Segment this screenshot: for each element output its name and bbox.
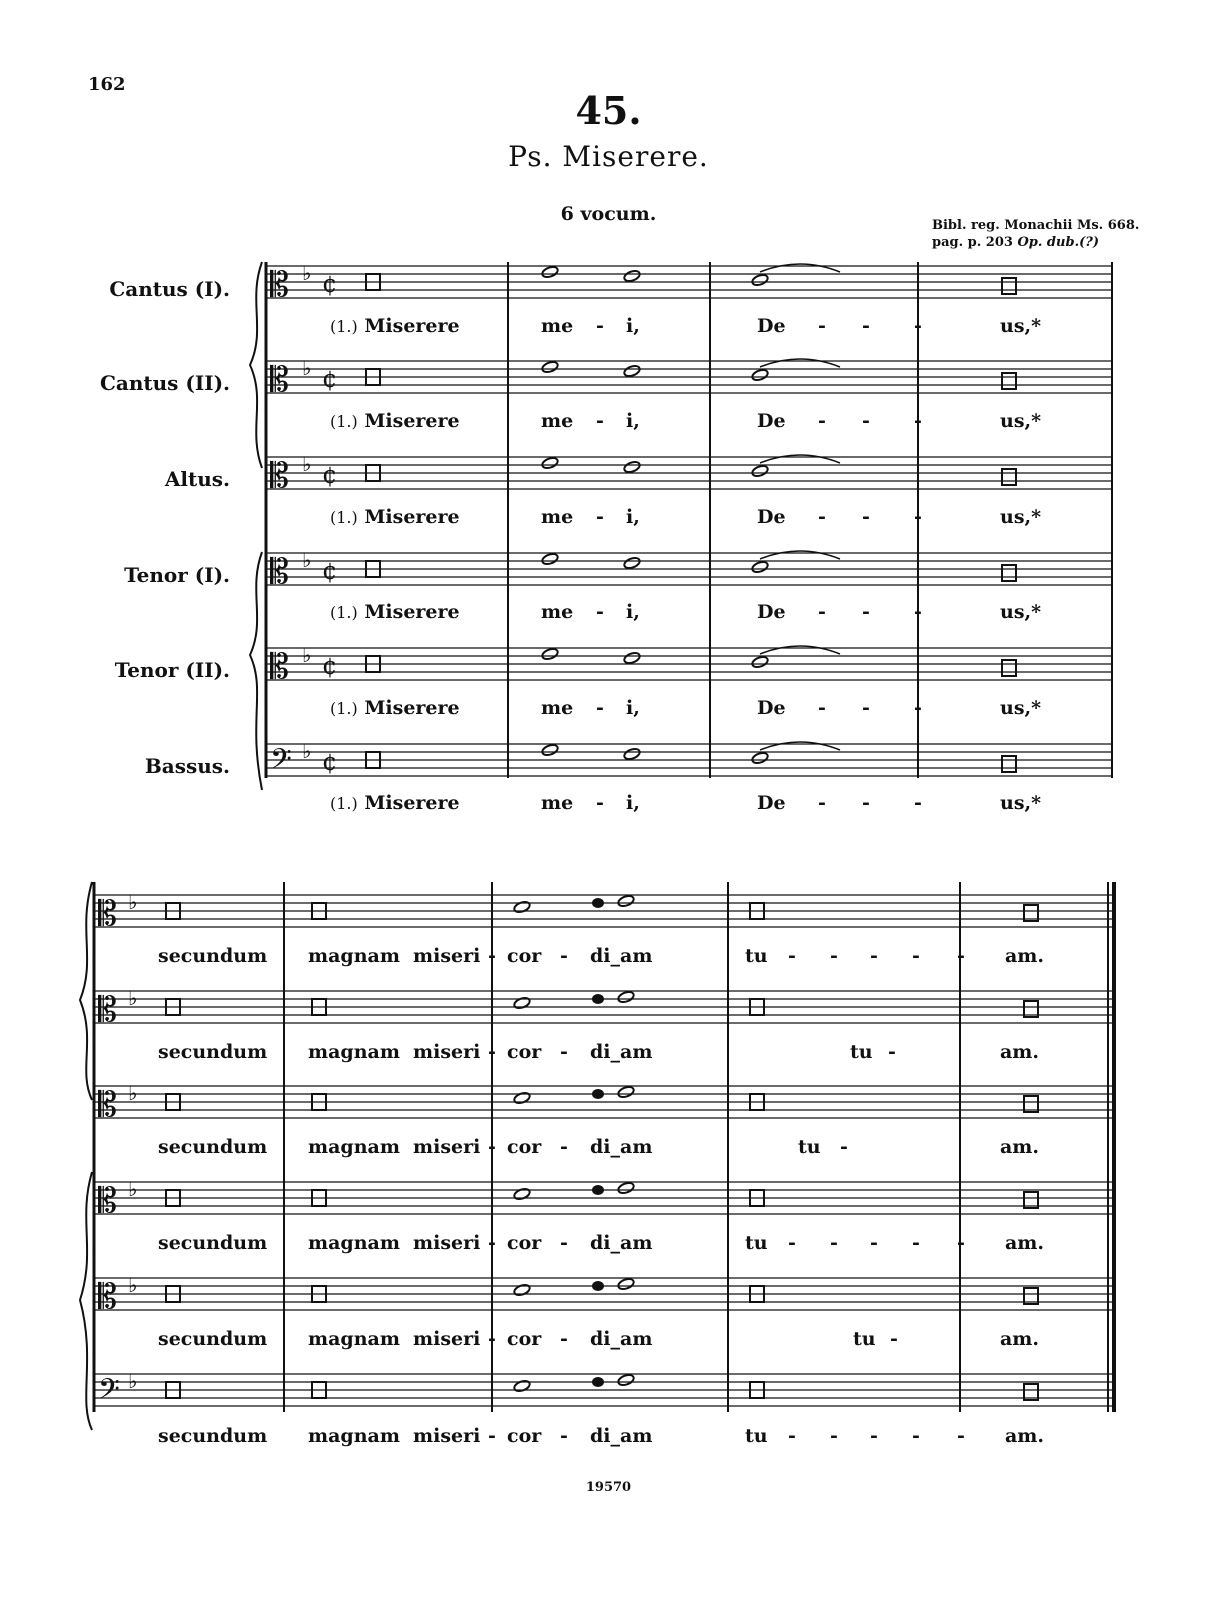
lyric: us,* [1000,792,1042,814]
lyric: magnam [308,1328,400,1350]
lyric: - [560,1425,568,1447]
bass-clef-icon: 𝄢 [270,743,292,783]
lyric: - [957,1425,965,1447]
lyric: - [596,792,604,814]
lyric: - [788,1232,796,1254]
lyric: - [596,410,604,432]
lyric: i, [626,410,640,432]
lyric: De [757,697,786,719]
lyric: am. [1005,1425,1045,1447]
lyric: secundum [158,1136,268,1158]
voice-label-cantus-1: Cantus (I). [109,277,230,301]
semibreve-note [617,894,635,908]
breve-note [1002,756,1016,772]
lyric: - [596,506,604,528]
lyric: i, [626,697,640,719]
lyric: i, [626,792,640,814]
c-clef-icon: 𝄡 [270,647,289,687]
lyric: - [560,945,568,967]
flat-icon: ♭ [128,1177,138,1201]
lyric: (1.) Miserere [330,697,460,719]
flat-icon: ♭ [302,643,312,667]
lyric: - [914,315,922,337]
semibreve-note [617,1277,635,1291]
lyric: us,* [1000,410,1042,432]
lyric: - [596,601,604,623]
tie-icon [760,455,840,463]
system-2-brackets [80,882,1114,1430]
lyric: - [560,1136,568,1158]
semibreve-note [751,655,769,669]
semibreve-note [623,364,641,378]
lyric: tu [745,945,768,967]
tie-icon [760,264,840,272]
lyric: - [870,1232,878,1254]
lyric: - [788,945,796,967]
c-clef-icon: 𝄡 [98,894,117,934]
semibreve-note [513,1379,531,1393]
lyric: (1.) Miserere [330,315,460,337]
lyric: - [488,1041,496,1063]
lyric: tu [853,1328,876,1350]
lyric: - [830,1232,838,1254]
lyric: secundum [158,945,268,967]
semibreve-note [541,552,559,566]
lyric: secundum [158,1232,268,1254]
piece-number: 45. [575,88,642,133]
lyric: - [818,410,826,432]
flat-icon: ♭ [302,739,312,763]
lyric: magnam [308,1136,400,1158]
lyric: - [560,1041,568,1063]
lyric: - [830,945,838,967]
lyric: - [862,315,870,337]
lyric: - [818,506,826,528]
lyric: (1.) Miserere [330,792,460,814]
c-clef-icon: 𝄡 [270,552,289,592]
semibreve-note [541,456,559,470]
lyric: di_am [590,1041,653,1063]
lyric: tu [745,1232,768,1254]
lyric: - [830,1425,838,1447]
semibreve-note [513,1283,531,1297]
lyric: - [488,1136,496,1158]
semibreve-note [751,560,769,574]
flat-icon: ♭ [128,890,138,914]
lyric: i, [626,506,640,528]
lyric: magnam [308,1425,400,1447]
lyric: am. [1000,1328,1040,1350]
lyric: De [757,792,786,814]
minim-note [593,899,603,907]
lyric: secundum [158,1041,268,1063]
lyric: - [957,1232,965,1254]
semibreve-note [513,1091,531,1105]
lyric: De [757,410,786,432]
lyric: - [596,315,604,337]
lyric: - [912,1232,920,1254]
lyric: - [870,1425,878,1447]
semibreve-note [623,269,641,283]
lyric: miseri [413,1425,481,1447]
flat-icon: ♭ [128,1369,138,1393]
lyric: i, [626,315,640,337]
minim-note [593,1378,603,1386]
system-1-staves [266,266,1112,776]
semibreve-note [617,1085,635,1099]
voice-label-altus: Altus. [164,467,230,491]
lyric: (1.) Miserere [330,410,460,432]
lyric: - [914,410,922,432]
lyric: di_am [590,1328,653,1350]
tie-icon [760,646,840,654]
semibreve-note [513,900,531,914]
semibreve-note [541,265,559,279]
lyric: cor [507,1136,542,1158]
lyric: - [957,945,965,967]
lyric: secundum [158,1328,268,1350]
time-signature-icon: ¢ [322,652,338,680]
lyric: - [912,945,920,967]
lyric: me [541,601,574,623]
c-clef-icon: 𝄡 [98,1181,117,1221]
semibreve-note [617,1181,635,1195]
lyric: us,* [1000,601,1042,623]
flat-icon: ♭ [302,452,312,476]
lyric: tu [798,1136,821,1158]
semibreve-note [541,360,559,374]
breve-note [1002,469,1016,485]
c-clef-icon: 𝄡 [98,1277,117,1317]
semibreve-note [541,743,559,757]
time-signature-icon: ¢ [322,461,338,489]
lyric: am. [1000,1136,1040,1158]
semibreve-note [541,647,559,661]
lyric: De [757,601,786,623]
lyric: (1.) Miserere [330,601,460,623]
lyric: - [560,1232,568,1254]
lyric: tu [850,1041,873,1063]
lyric: me [541,410,574,432]
lyric: tu [745,1425,768,1447]
voice-label-tenor-2: Tenor (II). [114,658,230,682]
voice-label-tenor-1: Tenor (I). [124,563,230,587]
system-2-brace-low [80,1172,92,1430]
lyric: - [840,1136,848,1158]
semibreve-note [513,996,531,1010]
lyric: - [914,792,922,814]
lyric: magnam [308,945,400,967]
lyric: me [541,792,574,814]
lyric: us,* [1000,697,1042,719]
semibreve-note [751,273,769,287]
minim-note [593,995,603,1003]
c-clef-icon: 𝄡 [270,360,289,400]
lyric: magnam [308,1041,400,1063]
lyric: - [596,697,604,719]
lyric: - [488,1425,496,1447]
time-signature-icon: ¢ [322,748,338,776]
flat-icon: ♭ [128,1273,138,1297]
lyric: am. [1000,1041,1040,1063]
lyric: - [888,1041,896,1063]
semibreve-note [623,651,641,665]
lyric: am. [1005,1232,1045,1254]
lyric: - [914,506,922,528]
lyric: - [818,315,826,337]
lyric: me [541,315,574,337]
lyric: - [870,945,878,967]
time-signature-icon: ¢ [322,557,338,585]
lyric: - [862,601,870,623]
lyric: cor [507,1425,542,1447]
minim-note [593,1282,603,1290]
lyric: (1.) Miserere [330,506,460,528]
lyric: secundum [158,1425,268,1447]
lyric: me [541,506,574,528]
lyric: De [757,315,786,337]
semibreve-note [617,1373,635,1387]
voices-note: 6 vocum. [560,203,657,225]
piece-title: Ps. Miserere. [508,140,709,173]
lyric: us,* [1000,506,1042,528]
voice-label-bassus: Bassus. [144,754,230,778]
time-signature-icon: ¢ [322,365,338,393]
lyric: miseri [413,1136,481,1158]
minim-note [593,1090,603,1098]
lyric: - [914,601,922,623]
semibreve-note [751,368,769,382]
clefs [98,261,337,1413]
lyric: - [912,1425,920,1447]
plate-number: 19570 [585,1480,632,1495]
flat-icon: ♭ [128,1081,138,1105]
semibreve-note [513,1187,531,1201]
tie-icon [760,551,840,559]
lyric: us,* [1000,315,1042,337]
system-1-brackets [250,262,1112,790]
c-clef-icon: 𝄡 [270,265,289,305]
time-signature-icon: ¢ [322,270,338,298]
lyric: - [560,1328,568,1350]
lyric: - [862,697,870,719]
lyric: cor [507,1232,542,1254]
semibreve-note [617,990,635,1004]
breve-note [1002,660,1016,676]
lyric: me [541,697,574,719]
lyric: miseri [413,1041,481,1063]
breve-note [1002,565,1016,581]
lyric: di_am [590,1425,653,1447]
lyric: i, [626,601,640,623]
lyric: di_am [590,1232,653,1254]
system-1-brace [250,262,262,468]
lyric: magnam [308,1232,400,1254]
system-1-brace-low [250,552,262,790]
lyric: di_am [590,1136,653,1158]
tie-icon [760,742,840,750]
lyric: - [788,1425,796,1447]
bass-clef-icon: 𝄢 [98,1373,120,1413]
lyric: - [862,410,870,432]
semibreve-note [623,556,641,570]
lyric: cor [507,1328,542,1350]
lyric: - [862,506,870,528]
c-clef-icon: 𝄡 [98,990,117,1030]
lyric: - [862,792,870,814]
voice-label-cantus-2: Cantus (II). [99,371,230,395]
source-line-1: Bibl. reg. Monachii Ms. 668. [932,218,1140,233]
lyric: - [818,792,826,814]
lyric: - [914,697,922,719]
lyric: miseri [413,1328,481,1350]
minim-note [593,1186,603,1194]
page-number: 162 [88,74,126,95]
breve-note [1002,278,1016,294]
lyric: miseri [413,945,481,967]
c-clef-icon: 𝄡 [270,456,289,496]
lyric: - [488,1232,496,1254]
lyric: cor [507,1041,542,1063]
breve-note [1002,373,1016,389]
source-opus: Op. dub.(?) [1017,235,1100,250]
semibreve-note [751,751,769,765]
lyric: - [488,1328,496,1350]
flat-icon: ♭ [302,261,312,285]
lyric: miseri [413,1232,481,1254]
lyric: De [757,506,786,528]
system-2-brace [80,882,92,1100]
semibreve-note [623,747,641,761]
flat-icon: ♭ [302,356,312,380]
lyric: - [890,1328,898,1350]
c-clef-icon: 𝄡 [98,1085,117,1125]
tie-icon [760,359,840,367]
lyric: - [488,945,496,967]
semibreve-note [623,460,641,474]
lyric: - [818,601,826,623]
lyric: cor [507,945,542,967]
lyric: di_am [590,945,653,967]
lyric: - [818,697,826,719]
flat-icon: ♭ [128,986,138,1010]
semibreve-note [751,464,769,478]
flat-icon: ♭ [302,548,312,572]
notes [166,264,1038,1400]
source-page: pag. p. 203 [932,235,1013,250]
lyric: am. [1005,945,1045,967]
